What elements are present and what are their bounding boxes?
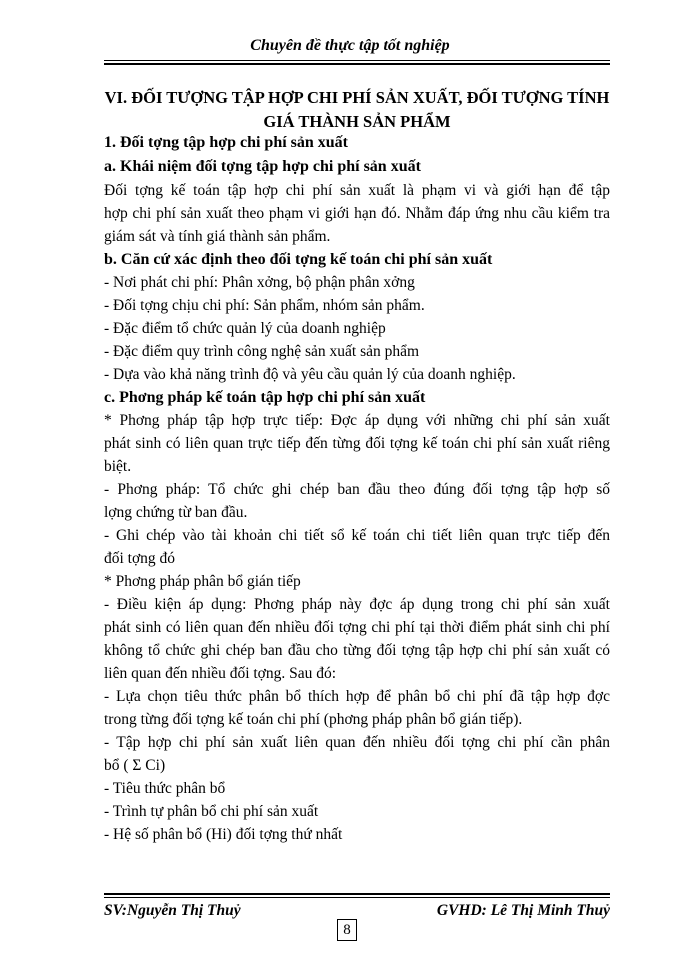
list-item: - Dựa vào khả năng trình độ và yêu cầu quản lý của doanh nghiệp.: [104, 366, 516, 383]
paragraph-line: * Phơng pháp phân bổ gián tiếp: [104, 573, 301, 590]
footer-student: SV:Nguyễn Thị Thuỷ: [104, 902, 241, 919]
heading-1: 1. Đối tợng tập hợp chi phí sản xuất: [104, 134, 349, 151]
footer-rule-thin: [104, 897, 610, 898]
paragraph-line: biệt.: [104, 458, 132, 475]
heading-1c: c. Phơng pháp kế toán tập hợp chi phí sản xuất: [104, 389, 426, 406]
paragraph-line: đối tợng đó: [104, 550, 176, 567]
paragraph-line: - Lựa chọn tiêu thức phân bổ thích hợp để phân bổ chi phí đã tập hợp đợc: [104, 688, 610, 705]
paragraph-line: phát sinh có liên quan trực tiếp đến từng đối tợng kế toán chi phí sản xuất riêng: [104, 435, 610, 452]
paragraph-line: Đối tợng kế toán tập hợp chi phí sản xuất là phạm vi và giới hạn để tập: [104, 182, 610, 199]
paragraph-line: giám sát và tính giá thành sản phẩm.: [104, 228, 331, 245]
paragraph-line: hợp chi phí sản xuất theo phạm vi giới hạn đó. Nhằm đáp ứng nhu cầu kiểm tra: [104, 205, 610, 222]
paragraph-line: bổ ( Σ Ci): [104, 757, 166, 774]
header-rule-thick: [104, 63, 610, 65]
paragraph-line: * Phơng pháp tập hợp trực tiếp: Đợc áp dụng với những chi phí sản xuất: [104, 412, 610, 429]
list-item: - Đặc điểm tổ chức quản lý của doanh nghiệp: [104, 320, 386, 337]
list-item: - Đặc điểm quy trình công nghệ sản xuất sản phẩm: [104, 343, 420, 360]
footer-advisor: GVHD: Lê Thị Minh Thuỷ: [436, 902, 610, 919]
footer-rule-thick: [104, 893, 610, 895]
heading-1a: a. Khái niệm đối tợng tập hợp chi phí sản xuất: [104, 158, 421, 175]
list-item: - Tiêu thức phân bổ: [104, 780, 226, 797]
list-item: - Trình tự phân bổ chi phí sản xuất: [104, 803, 319, 820]
paragraph-line: - Điều kiện áp dụng: Phơng pháp này đợc áp dụng trong chi phí sản xuất: [104, 596, 610, 613]
header-rule-thin: [104, 60, 610, 61]
heading-1b: b. Căn cứ xác định theo đối tợng kế toán chi phí sản xuất: [104, 251, 493, 268]
list-item: - Hệ số phân bổ (Hi) đối tợng thứ nhất: [104, 826, 343, 843]
paragraph-line: trong từng đối tợng kế toán chi phí (phơng pháp phân bổ gián tiếp).: [104, 711, 523, 728]
paragraph-line: không tổ chức ghi chép ban đầu cho từng đối tợng tập hợp chi phí sản xuất có: [104, 642, 610, 659]
section-title-line-2: GIÁ THÀNH SẢN PHẨM: [263, 112, 451, 131]
paragraph-line: liên quan đến nhiều đối tợng. Sau đó:: [104, 665, 337, 682]
document-header-title: Chuyên đề thực tập tốt nghiệp: [250, 37, 450, 54]
section-title-line-1: VI. ĐỐI TƯỢNG TẬP HỢP CHI PHÍ SẢN XUẤT, ĐỐI TƯỢNG TÍNH: [104, 88, 610, 107]
paragraph-line: lợng chứng từ ban đầu.: [104, 504, 248, 521]
list-item: - Nơi phát chi phí: Phân xởng, bộ phận phân xởng: [104, 274, 415, 291]
paragraph-line: - Tập hợp chi phí sản xuất liên quan đến nhiều đối tợng chi phí cần phân: [104, 734, 610, 751]
list-item: - Đối tợng chịu chi phí: Sản phẩm, nhóm sản phẩm.: [104, 297, 425, 314]
paragraph-line: phát sinh có liên quan đến nhiều đối tợng chi phí tại thời điểm phát sinh chi phí: [104, 619, 610, 636]
page-number: 8: [337, 919, 357, 941]
paragraph-line: - Phơng pháp: Tổ chức ghi chép ban đầu theo đúng đối tợng tập hợp số: [104, 481, 610, 498]
paragraph-line: - Ghi chép vào tài khoản chi tiết sổ kế toán chi tiết liên quan trực tiếp đến: [104, 527, 610, 544]
